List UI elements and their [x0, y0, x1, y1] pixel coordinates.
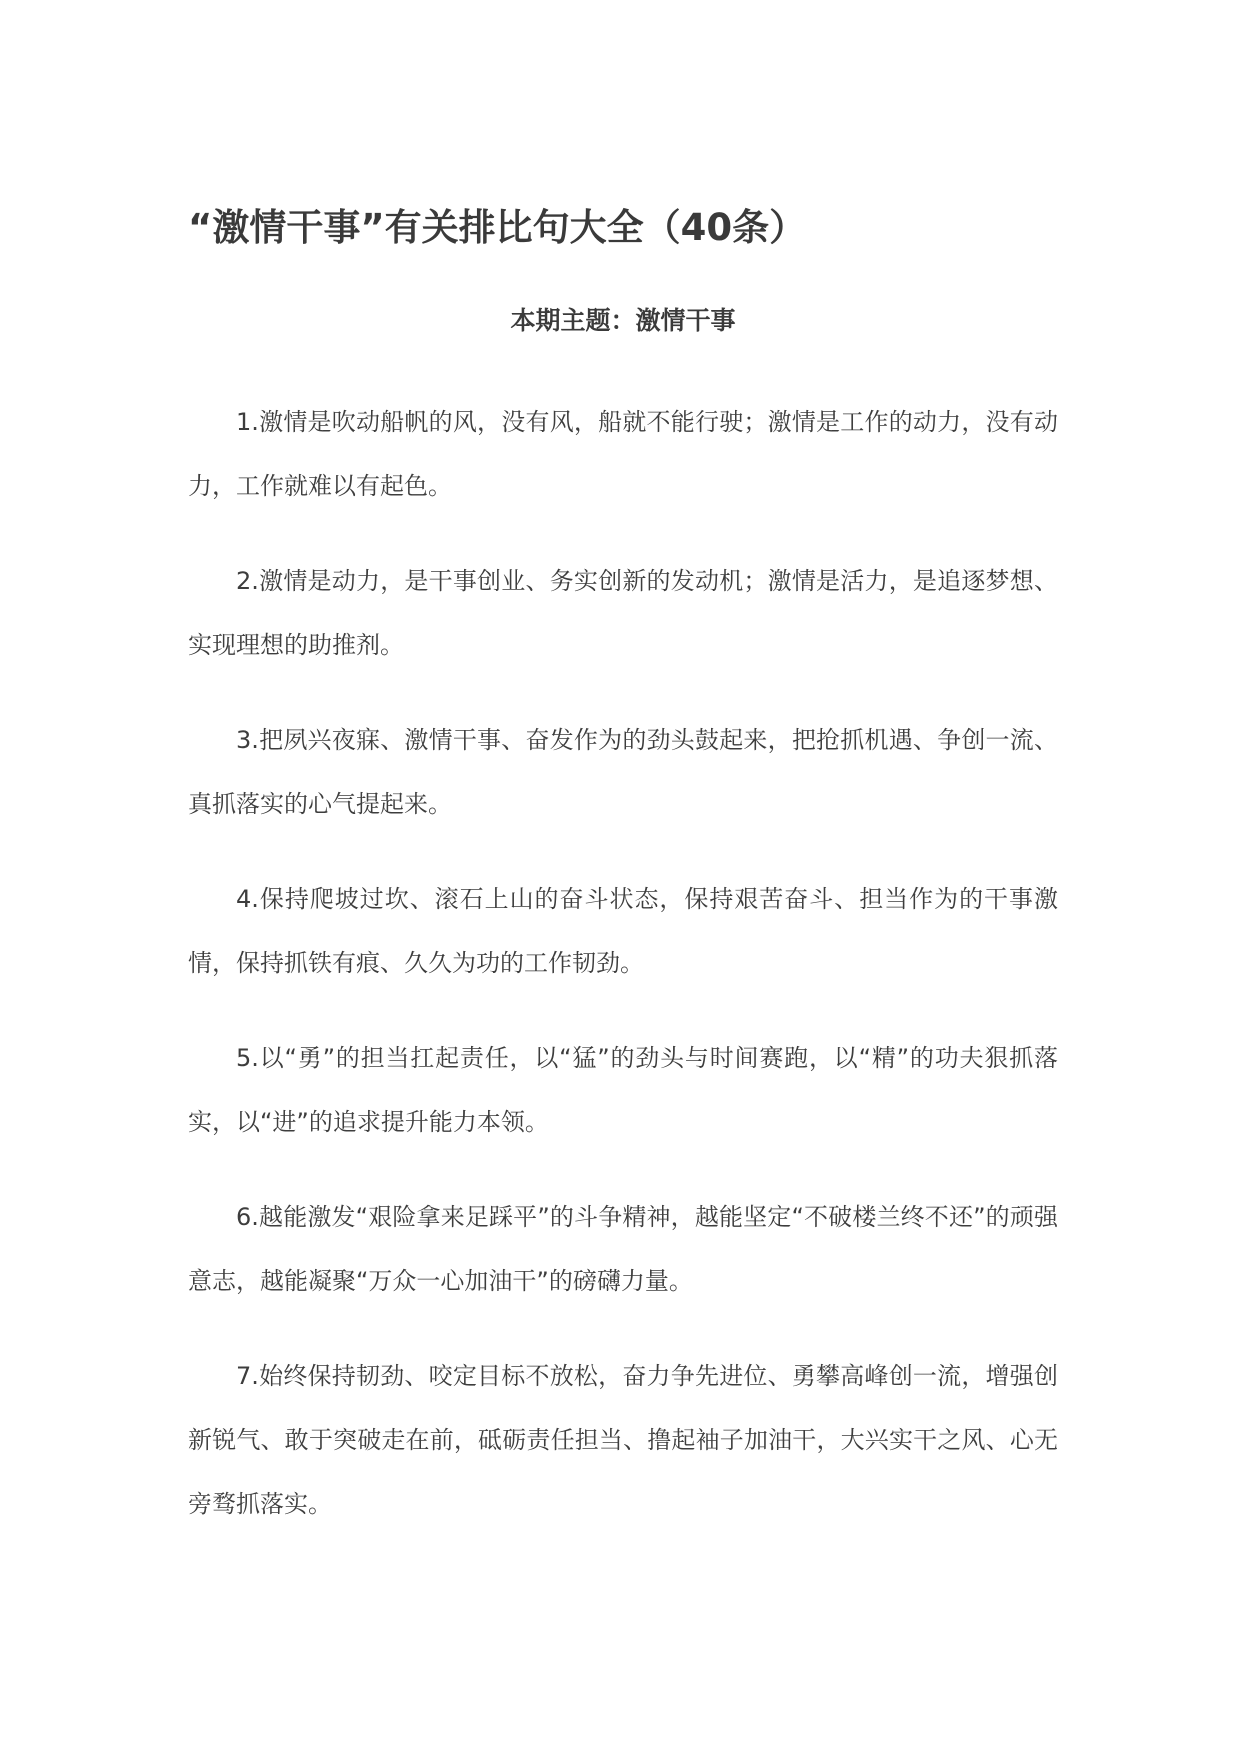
list-item: 2.激情是动力，是干事创业、务实创新的发动机；激情是活力，是追逐梦想、实现理想的助推剂。	[188, 567, 1058, 659]
list-item: 1.激情是吹动船帆的风，没有风，船就不能行驶；激情是工作的动力，没有动力，工作就难以有起色。	[188, 408, 1058, 500]
list-item: 4.保持爬坡过坎、滚石上山的奋斗状态，保持艰苦奋斗、担当作为的干事激情，保持抓铁有痕、久久为功的工作韧劲。	[188, 885, 1058, 977]
document-subtitle: 本期主题：激情干事	[510, 306, 736, 335]
list-item: 5.以“勇”的担当扛起责任，以“猛”的劲头与时间赛跑，以“精”的功夫狠抓落实，以“进”的追求提升能力本领。	[188, 1044, 1058, 1136]
list-item: 7.始终保持韧劲、咬定目标不放松，奋力争先进位、勇攀高峰创一流，增强创新锐气、敢于突破走在前，砥砺责任担当、撸起袖子加油干，大兴实干之风、心无旁骛抓落实。	[188, 1362, 1058, 1518]
list-item: 3.把夙兴夜寐、激情干事、奋发作为的劲头鼓起来，把抢抓机遇、争创一流、真抓落实的心气提起来。	[188, 726, 1058, 818]
list-item: 6.越能激发“艰险拿来足踩平”的斗争精神，越能坚定“不破楼兰终不还”的顽强意志，越能凝聚“万众一心加油干”的磅礴力量。	[188, 1203, 1058, 1295]
item-list	[188, 390, 1058, 1567]
document-title: “激情干事”有关排比句大全（40条）	[188, 206, 807, 249]
